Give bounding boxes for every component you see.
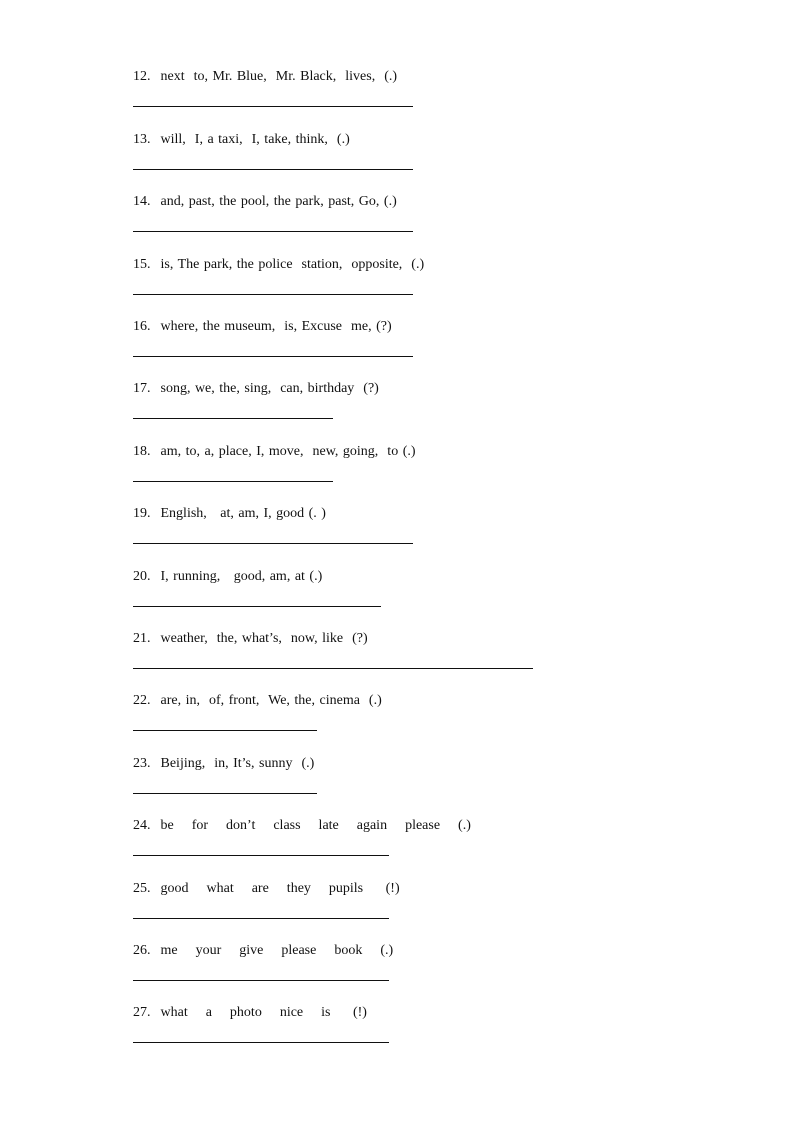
answer-line[interactable] [133, 481, 333, 482]
question-number: 26. [133, 943, 151, 958]
word-list: and, past, the pool, the park, past, Go, (.) [160, 194, 397, 209]
question-number: 18. [133, 444, 151, 459]
word-list: Beijing, in, It’s, sunny (.) [160, 756, 315, 771]
question-23 [133, 755, 573, 815]
answer-line[interactable] [133, 855, 389, 856]
word-list: song, we, the, sing, can, birthday (?) [160, 381, 379, 396]
question-number: 17. [133, 381, 151, 396]
question-number: 22. [133, 693, 151, 708]
question-prompt [133, 692, 382, 710]
question-18 [133, 443, 573, 503]
word-list: I, running, good, am, at (.) [160, 569, 323, 584]
word-list: are, in, of, front, We, the, cinema (.) [160, 693, 382, 708]
question-prompt [133, 568, 322, 586]
question-number: 12. [133, 69, 151, 84]
word-list: is, The park, the police station, opposite, (.) [160, 257, 425, 272]
question-24 [133, 817, 573, 877]
word-list: good what are they pupils (!) [160, 881, 400, 896]
question-26 [133, 942, 573, 1002]
question-number: 13. [133, 132, 151, 147]
answer-line[interactable] [133, 606, 381, 607]
question-prompt [133, 942, 393, 960]
question-number: 15. [133, 257, 151, 272]
word-list: English, at, am, I, good (. ) [160, 506, 326, 521]
word-list: what a photo nice is (!) [160, 1005, 367, 1020]
question-12 [133, 68, 573, 128]
question-21 [133, 630, 573, 690]
question-prompt [133, 505, 326, 523]
question-prompt [133, 380, 379, 398]
answer-line[interactable] [133, 980, 389, 981]
question-prompt [133, 68, 397, 86]
answer-line[interactable] [133, 106, 413, 107]
answer-line[interactable] [133, 231, 413, 232]
question-prompt [133, 443, 416, 461]
question-14 [133, 193, 573, 253]
question-prompt [133, 318, 392, 336]
question-19 [133, 505, 573, 565]
word-list: me your give please book (.) [160, 943, 394, 958]
question-16 [133, 318, 573, 378]
question-prompt [133, 193, 397, 211]
answer-line[interactable] [133, 668, 533, 669]
question-number: 20. [133, 569, 151, 584]
question-prompt [133, 131, 350, 149]
word-list: where, the museum, is, Excuse me, (?) [160, 319, 392, 334]
word-list: will, I, a taxi, I, take, think, (.) [160, 132, 350, 147]
question-number: 19. [133, 506, 151, 521]
question-27 [133, 1004, 573, 1064]
question-number: 25. [133, 881, 151, 896]
question-number: 21. [133, 631, 151, 646]
answer-line[interactable] [133, 294, 413, 295]
question-number: 23. [133, 756, 151, 771]
question-number: 24. [133, 818, 151, 833]
question-prompt [133, 880, 400, 898]
question-13 [133, 131, 573, 191]
answer-line[interactable] [133, 918, 389, 919]
word-list: weather, the, what’s, now, like (?) [160, 631, 368, 646]
question-prompt [133, 817, 471, 835]
question-prompt [133, 630, 368, 648]
question-prompt [133, 256, 424, 274]
question-20 [133, 568, 573, 628]
answer-line[interactable] [133, 418, 333, 419]
question-prompt [133, 1004, 367, 1022]
question-22 [133, 692, 573, 752]
word-list: next to, Mr. Blue, Mr. Black, lives, (.) [160, 69, 398, 84]
question-number: 14. [133, 194, 151, 209]
answer-line[interactable] [133, 730, 317, 731]
answer-line[interactable] [133, 169, 413, 170]
answer-line[interactable] [133, 1042, 389, 1043]
word-list: be for don’t class late again please (.) [160, 818, 471, 833]
answer-line[interactable] [133, 793, 317, 794]
question-17 [133, 380, 573, 440]
answer-line[interactable] [133, 543, 413, 544]
question-25 [133, 880, 573, 940]
question-number: 27. [133, 1005, 151, 1020]
word-list: am, to, a, place, I, move, new, going, to (.) [160, 444, 416, 459]
question-15 [133, 256, 573, 316]
question-prompt [133, 755, 314, 773]
answer-line[interactable] [133, 356, 413, 357]
question-number: 16. [133, 319, 151, 334]
